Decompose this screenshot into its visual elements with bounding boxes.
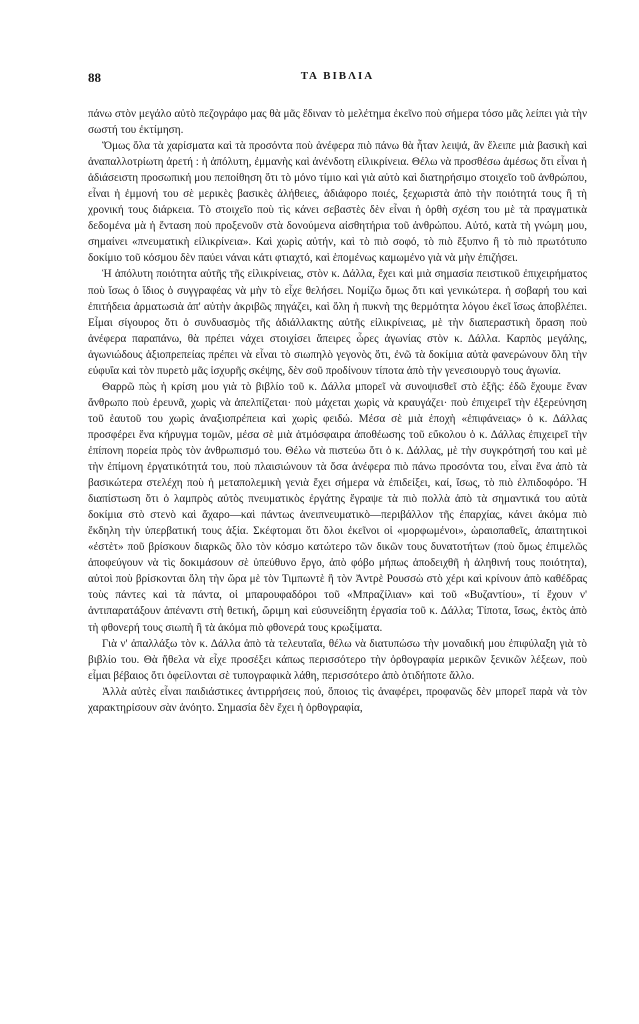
- running-title: ΤΑ ΒΙΒΛΙΑ: [300, 70, 375, 82]
- article-body: [88, 106, 587, 716]
- paragraph: Ὅμως ὅλα τὰ χαρίσματα καὶ τὰ προσόντα ποὺ ἀνέφερα πιὸ πάνω θὰ ἦταν λειψά, ἂν ἔλειπε μιὰ βασικὴ καὶ ἀναπαλλοτρίωτη ἀρετή : ἡ ἀπόλυτη, ἐμμανὴς καὶ ἀνένδοτη εἰλικρίνεια. Θέλω νὰ προσθέσω ἀμέσως ὅτι εἶναι ἡ ἀδιάσειστη προσωπική μου πεποίθηση ὅτι τὸ μόνο τίμιο καὶ γιὰ αὐτὸ καὶ διατηρήσιμο στοιχεῖο τοῦ ἀνθρώπου, εἶναι ἡ ἐμμονή του σὲ μερικὲς βασικὲς ἀλήθειες, ἀδιάφορο ποιές, ξεχωριστὰ ἀπὸ τὴν ποιότητά τους ἢ τὴ χρονική τους διάρκεια. Τὸ στοιχεῖο ποὺ τὶς κάνει σεβαστὲς δὲν εἶναι ἡ ὀρθὴ σχέση του μὲ τὰ πραγματικὰ δεδομένα μὰ ἡ ἔνταση ποὺ προξενοῦν στὰ δονούμενα αἰσθητήρια τοῦ ἀνθρώπου. Αὐτό, κατὰ τὴ γνώμη μου, σημαίνει «πνευματικὴ εἰλικρίνεια». Καὶ χωρὶς αὐτήν, καὶ τὸ πιὸ σοφό, τὸ πιὸ ἔξυπνο ἢ τὸ πιὸ πρωτότυπο δοκίμιο τοῦ κόσμου δὲν παύει νάναι κάτι φτιαχτό, καὶ ἑπομένως καμωμένο γιὰ νὰ μὴν ἐπιζήσει.: [88, 140, 587, 265]
- running-head: [88, 70, 587, 92]
- page-number: 88: [88, 70, 101, 85]
- paragraph: Ἀλλὰ αὐτὲς εἶναι παιδιάστικες ἀντιρρήσεις πού, ὅποιος τὶς ἀναφέρει, προφανῶς δὲν μπορεῖ παρὰ νὰ τὸν χαρακτηρίσουν σὰν ἀνόητο. Σημασία δὲν ἔχει ἡ ὀρθογραφία,: [88, 685, 587, 714]
- paragraph: Γιὰ ν' ἀπαλλάξω τὸν κ. Δάλλα ἀπὸ τὰ τελευταῖα, θέλω νὰ διατυπώσω τὴν μοναδική μου ἐπιφύλαξη γιὰ τὸ βιβλίο του. Θὰ ἤθελα νὰ εἶχε προσέξει κάπως περισσότερο τὴν ὀρθογραφία μερικῶν ξενικῶν λέξεων, ποὺ εἶμαι βέβαιος ὅτι ὀφείλονται σὲ τυπογραφικὰ λάθη, περισσότερο ἀπὸ ὁτιδήποτε ἄλλο.: [88, 637, 587, 682]
- paragraph: Θαρρῶ πὼς ἡ κρίση μου γιὰ τὸ βιβλίο τοῦ κ. Δάλλα μπορεῖ νὰ συνοψισθεῖ στὸ ἑξῆς: ἐδῶ ἔχουμε ἕναν ἄνθρωπο ποὺ ἐρευνᾶ, χωρὶς νὰ ἀπελπίζεται· ποὺ μάχεται χωρὶς νὰ κραυγάζει· ποὺ ἐπιχειρεῖ τὴν ἐξερεύνηση τοῦ ἑαυτοῦ του χωρὶς ἀναξιοπρέπεια καὶ χωρὶς φειδώ. Μέσα σὲ μιὰ ἐποχὴ «ἐπιφάνειας» ὁ κ. Δάλλας προσφέρει ἕνα κήρυγμα τομῶν, μέσα σὲ μιὰ ἀτμόσφαιρα ἀποθέωσης τοῦ εὔκολου ὁ κ. Δάλλας ἐπιχειρεῖ τὴν ἐπίπονη πορεία πρὸς τὸν ἀνθρωπισμό του. Θέλω νὰ πιστεύω ὅτι ὁ κ. Δάλλας, μὲ τὴν συγκρότησή του καὶ μὲ τὴν ἐπίμονη ἐργατικότητά του, ποὺ πλαισιώνουν τὰ ὅσα ἀνέφερα πιὸ πάνω προσόντα του, εἶναι ἕνα ἀπὸ τὰ βασικώτερα στελέχη ποὺ ἡ μεταπολεμικὴ γενιὰ ἔχει σήμερα νὰ ἐπιδείξει, καί, ἴσως, τὸ πιὸ ἐλπιδοφόρο. Ἡ διαπίστωση ὅτι ὁ λαμπρὸς αὐτὸς πνευματικὸς ἐργάτης ἔγραψε τὰ πιὸ πολλὰ ἀπὸ τὰ σημαντικά του αὐτὰ δοκίμια στὸ στενὸ καὶ ἄχαρο—καὶ πάντως ἀνειπνευματικὸ—περιβάλλον τῆς ἐπαρχίας, κάνει ἀκόμα πιὸ ἔκδηλη τὴν ὑπερβατική τους ἀξία. Σκέφτομαι ὅτι ὅλοι ἐκεῖνοι οἱ «μορφωμένοι», ὡραιοπαθεῖς, ἀπαιτητικοὶ «ἐστὲτ» ποῦ βρίσκουν διαρκῶς ὅλο τὸν κόσμο κατώτερο τῶν δικῶν τους δυνατοτήτων (ποὺ ὅμως ἐπιμελῶς ἀποφεύγουν νὰ τὶς δοκιμάσουν σὲ ὑπεύθυνο ἔργο, ἀπὸ φόβο μήπως ἀποδειχθῆ ἡ ἀληθινή τους ποιότητα), αὐτοὶ ποὺ βρίσκονται ὅλη τὴν ὥρα μὲ τὸν Τιμπωντὲ ἢ τὸν Ἀντρὲ Ρουσσὼ στὸ χέρι καὶ κρίνουν ἀπὸ καθέδρας τοὺς πάντες καὶ τὰ πάντα, οἱ μπαρουφαδόροι τοῦ «Μπραζίλιαν» καὶ τοῦ «Βυζαντίου», τί ἔχουν ν' ἀντιπαρατάξουν ἀπέναντι στὴ θετική, ὥριμη καὶ εὐσυνείδητη ἐργασία τοῦ κ. Δάλλα; Τίποτα, ἴσως, ἐκτὸς ἀπὸ τὴ φθονερή τους σιωπὴ ἢ τὰ ἀκόμα πιὸ φθονερά τους κρωξίματα.: [88, 380, 587, 634]
- paragraph: Ἡ ἀπόλυτη ποιότητα αὐτῆς τῆς εἰλικρίνειας, στὸν κ. Δάλλα, ἔχει καὶ μιὰ σημασία πειστικοῦ ἐπιχειρήματος ποὺ ἴσως ὁ ἴδιος ὁ συγγραφέας νὰ μὴν τὸ εἶχε θελήσει. Νομίζω ὅμως ὅτι καὶ γενικώτερα. ἡ σοβαρή του καὶ ἐπιτήδεια ἀρματωσιὰ ἀπ' αὐτὴν ἀκριβῶς πηγάζει, καὶ ὅλη ἡ πυκνὴ της θερμότητα λόγου ἐκεῖ ἴσως ἀποβλέπει. Εἶμαι σίγουρος ὅτι ὁ συνδυασμὸς τῆς ἀδιάλλακτης αὐτῆς εἰλικρίνειας, μὲ τὴν διαπεραστικὴ ὅραση ποὺ ἀνέφερα παραπάνω, θὰ πρέπει νάχει στοιχίσει ἄπειρες ὧρες ἀγωνίας στὸν κ. Δάλλα. Καρπὸς μεγάλης, ἀγωνιώδους ἀξιοπρεπείας πρέπει νὰ εἶναι τὸ σιωπηλὸ γεγονὸς ὅτι, ἐνῶ τὰ δοκίμια αὐτὰ φανερώνουν ὅλη τὴν εὐφυΐα καὶ τὸν πυρετὸ μᾶς ἰσχυρῆς σκέψης, δὲν σοῦ προδίνουν τίποτα ἀπὸ τὴν γενεσιουργὸ τους ἀγωνία.: [88, 268, 587, 377]
- paragraph: πάνω στὸν μεγάλο αὐτὸ πεζογράφο μας θὰ μᾶς ἔδιναν τὸ μελέτημα ἐκεῖνο ποὺ σήμερα τόσο μᾶς λείπει γιὰ τὴν σωστή του ἐκτίμηση.: [88, 108, 587, 137]
